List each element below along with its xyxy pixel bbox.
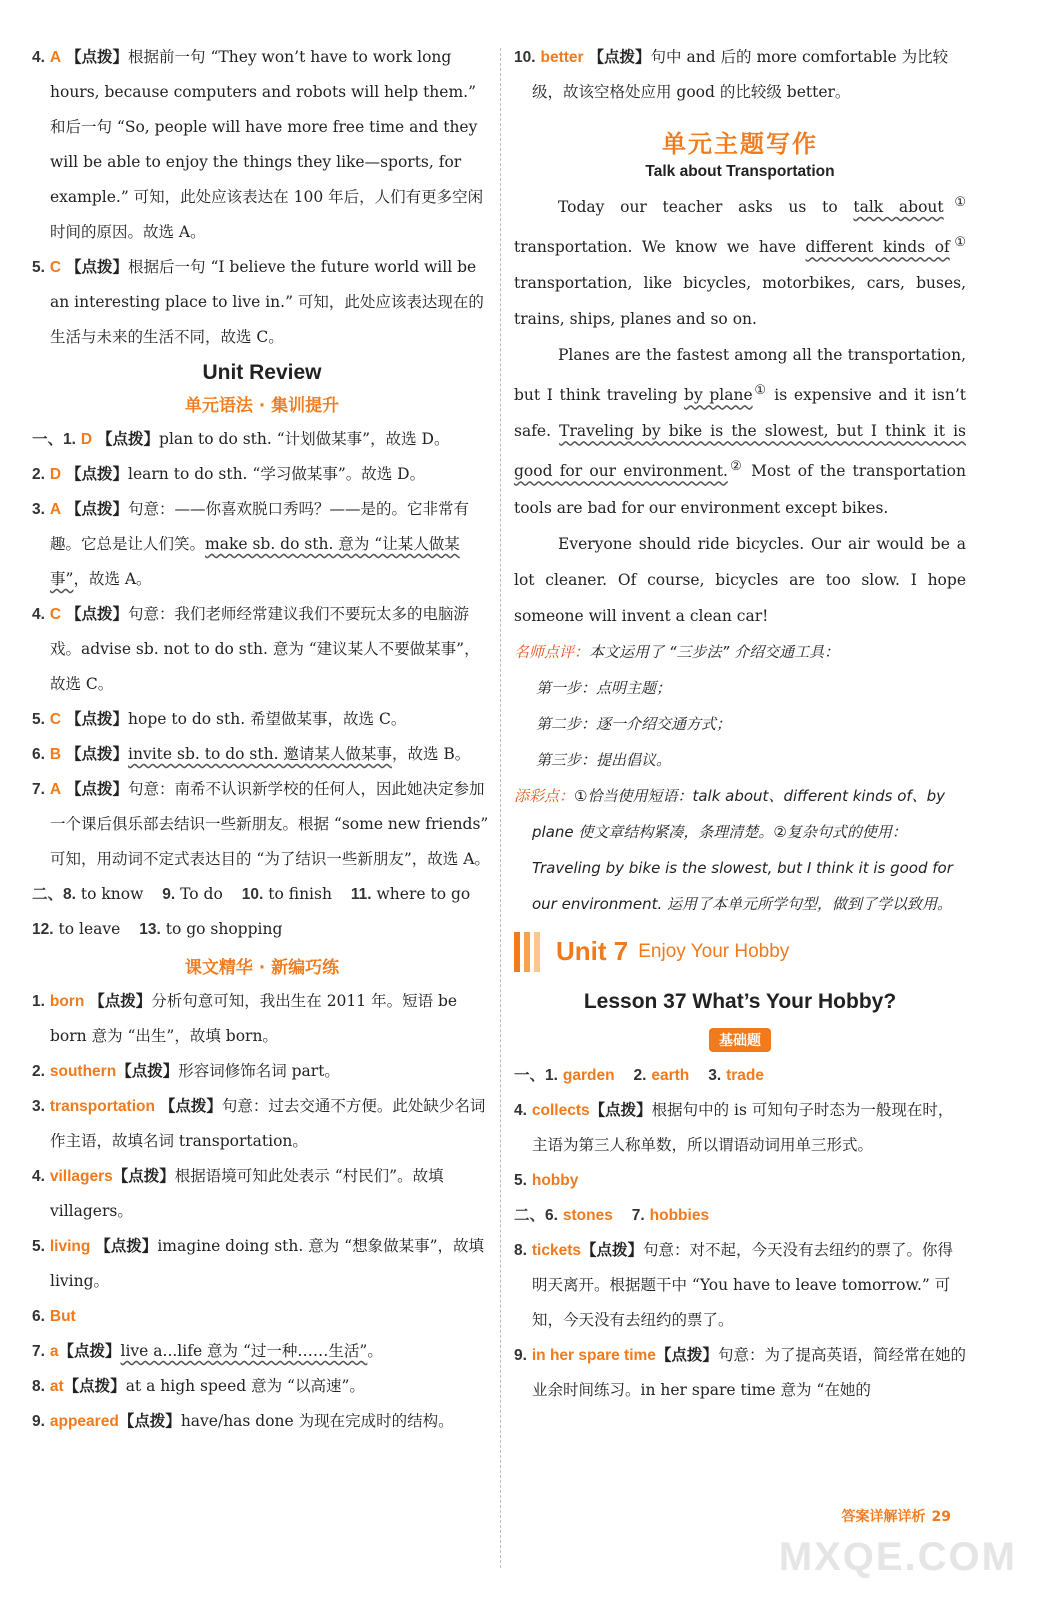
- answer-item: 7. A 【点拨】句意：南希不认识新学校的任何人，因此她决定参加一个课后俱乐部去结识一些新朋友。根据 “some new friends” 可知，用动词不定式表达目的 “为了结识一些新朋友”，故选 A。: [32, 780, 490, 868]
- essay-paragraph: Today our teacher asks us to talk about① transportation. We know we have different kinds of① transportation, like bicycles, motorbikes, cars, buses, trains, ships, planes and so on.: [514, 195, 966, 329]
- grammar-section-title: 单元语法 · 集训提升: [184, 396, 340, 416]
- answer-line: 二、8. to know 9. To do 10. to finish 11. where to go: [32, 885, 471, 903]
- answer-item: 1. born 【点拨】分析句意可知，我出生在 2011 年。短语 be born 意为 “出生”，故填 born。: [32, 992, 458, 1045]
- answer-item: 4. villagers【点拨】根据语境可知此处表示 “村民们”。故填 villagers。: [32, 1167, 444, 1220]
- essay-paragraph: Everyone should ride bicycles. Our air would be a lot cleaner. Of course, bicycles are too slow. I hope someone will invent a clean car!: [514, 534, 966, 625]
- answer-line: 12. to leave 13. to go shopping: [32, 920, 283, 938]
- unit7-title: Enjoy Your Hobby: [638, 940, 790, 962]
- answer-item: 9. appeared【点拨】have/has done 为现在完成时的结构。: [32, 1412, 454, 1430]
- watermark: MXQE.COM: [778, 1535, 1017, 1579]
- answer-item: 5. C 【点拨】根据后一句 “I believe the future world will be an interesting place to live in.” 可知，此处应该表达现在的生活与未来的生活不同，故选 C。: [32, 258, 484, 346]
- text-section-title: 课文精华 · 新编巧练: [184, 958, 340, 978]
- page-number: 29: [931, 1509, 951, 1525]
- left-column: [32, 40, 492, 1439]
- answer-item: 6. B 【点拨】invite sb. to do sth. 邀请某人做某事，故选 B。: [32, 745, 471, 763]
- answer-item: 5. living 【点拨】imagine doing sth. 意为 “想象做某事”，故填 living。: [32, 1237, 485, 1290]
- unit-bars-icon: [514, 932, 544, 972]
- unit7-header: [514, 932, 966, 972]
- answer-line: 二、6. stones 7. hobbies: [514, 1206, 710, 1224]
- highlight-comment: 添彩点：①恰当使用短语：talk about、different kinds of、by plane 使文章结构紧凑，条理清楚。②复杂句式的使用：Traveling by bike is the slowest, but I think it is good for our environment. 运用了本单元所学句型，做到了学以致用。: [514, 786, 953, 913]
- comment-step: 第三步：提出倡议。: [536, 750, 672, 769]
- answer-item: 6. But: [32, 1308, 76, 1325]
- writing-section-title: 单元主题写作: [662, 130, 818, 158]
- essay-title: Talk about Transportation: [645, 163, 835, 180]
- page-footer: 答案详解详析 29: [841, 1509, 951, 1525]
- answer-item: 4. C 【点拨】句意：我们老师经常建议我们不要玩太多的电脑游戏。advise sb. not to do sth. 意为 “建议某人不要做某事”，故选 C。: [32, 605, 480, 693]
- comment-step: 第一步：点明主题；: [536, 678, 672, 697]
- answer-item: 2. D 【点拨】learn to do sth. “学习做某事”。故选 D。: [32, 465, 426, 483]
- answer-item: 一、1. D 【点拨】plan to do sth. “计划做某事”，故选 D。: [32, 430, 450, 448]
- basic-questions-badge: 基础题: [709, 1028, 771, 1052]
- answer-item: 9. in her spare time【点拨】句意：为了提高英语，简经常在她的业余时间练习。in her spare time 意为 “在她的: [514, 1345, 966, 1399]
- answer-item: 4. A 【点拨】根据前一句 “They won’t have to work long hours, because computers and robots will help them.” 和后一句 “So, people will have more free time and they will be able to enjoy the things they like—sports, for example.” 可知，此处应该表达在 100 年后，人们有更多空闲时间的原因。故选 A。: [32, 48, 484, 241]
- answer-item: 10. better 【点拨】句中 and 后的 more comfortable 为比较级，故该空格处应用 good 的比较级 better。: [514, 48, 949, 101]
- answer-item: 7. a【点拨】live a...life 意为 “过一种……生活”。: [32, 1342, 383, 1360]
- answer-item: 3. A 【点拨】句意：——你喜欢脱口秀吗？——是的。它非常有趣。它总是让人们笑。make sb. do sth. 意为 “让某人做某事”，故选 A。: [32, 500, 470, 588]
- answer-item: 5. hobby: [514, 1171, 579, 1189]
- lesson-title: Lesson 37 What’s Your Hobby?: [583, 989, 897, 1013]
- answer-item: 5. C 【点拨】hope to do sth. 希望做某事，故选 C。: [32, 710, 407, 728]
- answer-item: 8. tickets【点拨】句意：对不起，今天没有去纽约的票了。你得明天离开。根据题干中 “You have to leave tomorrow.” 可知，今天没有去纽约的票了。: [514, 1240, 954, 1329]
- answer-line: 一、1. garden 2. earth 3. trade: [514, 1066, 764, 1084]
- comment-step: 第二步：逐一介绍交通方式；: [536, 714, 732, 733]
- right-column: [514, 40, 966, 1408]
- answer-item: 2. southern【点拨】形容词修饰名词 part。: [32, 1062, 340, 1080]
- column-divider: [500, 48, 501, 1568]
- unit-review-title: Unit Review: [202, 361, 322, 384]
- teacher-comment: 名师点评：本文运用了 “三步法” 介绍交通工具：: [514, 642, 840, 661]
- unit7-label: Unit 7: [556, 936, 629, 967]
- answer-item: 3. transportation 【点拨】句意：过去交通不方便。此处缺少名词作主语，故填名词 transportation。: [32, 1097, 486, 1150]
- answer-item: 8. at【点拨】at a high speed 意为 “以高速”。: [32, 1377, 365, 1395]
- answer-item: 4. collects【点拨】根据句中的 is 可知句子时态为一般现在时，主语为第三人称单数，所以谓语动词用单三形式。: [514, 1100, 954, 1154]
- essay-paragraph: Planes are the fastest among all the transportation, but I think traveling by plane① is expensive and it isn’t safe. Traveling by bike is the slowest, but I think it is good for our environment.② Most of the transportation tools are bad for our environment except bikes.: [514, 346, 966, 517]
